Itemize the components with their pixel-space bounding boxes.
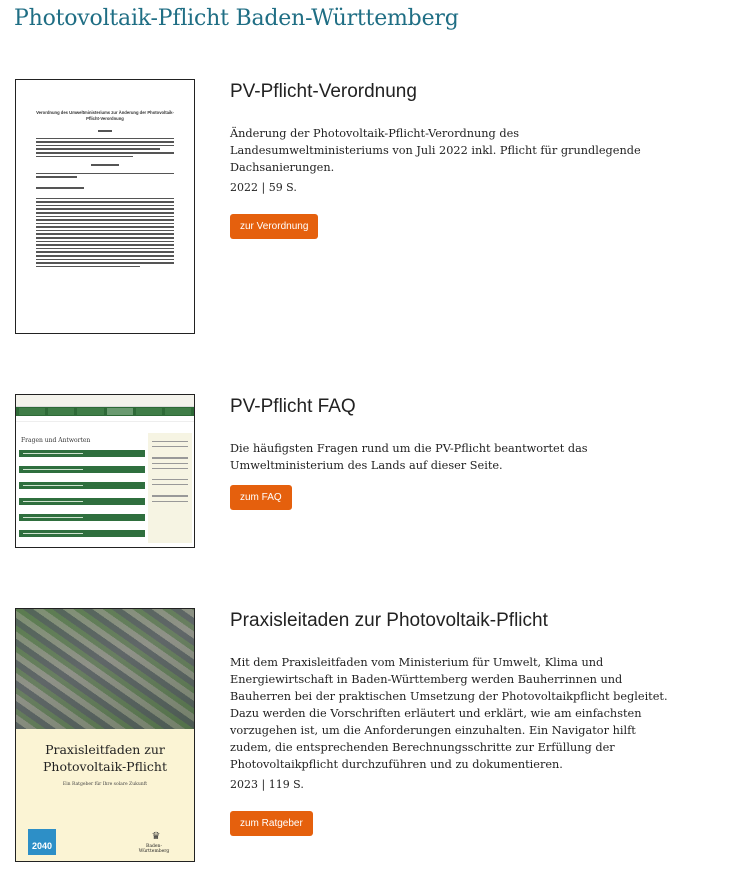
item-title: Praxisleitaden zur Photovoltaik-Pflicht [230, 610, 548, 631]
website-thumbnail[interactable] [15, 394, 195, 548]
item-title: PV-Pflicht-Verordnung [230, 81, 417, 102]
publisher-label: Baden-Württemberg [138, 844, 170, 854]
list-item [15, 608, 715, 862]
guide-thumbnail[interactable] [15, 608, 195, 862]
item-meta: 2023 | 119 S. [230, 778, 304, 791]
item-description: Mit dem Praxisleitfaden vom Ministerium für Umwelt, Klima und Energiewirtschaft in Baden-Württemberg werden Bauherrinnen und Bauherren bei der praktischen Umsetzung der Photovoltaikpflicht begleitet. Dazu werden die Vorschriften erläutert und erklärt, wie am einfachsten vorzugehen ist, um die Anforderungen einzuhalten. Ein Navigator hilft zudem, die entsprechenden Berechnungsschritte zur Erfüllung der Photovoltaikpflicht durchzuführen und zu dokumentieren. [230, 656, 668, 771]
item-description: Die häufigsten Fragen rund um die PV-Pflicht beantwortet das Umweltministerium des Lands auf dieser Seite. [230, 442, 588, 472]
ratgeber-button[interactable]: zum Ratgeber [230, 811, 313, 836]
list-item [15, 394, 715, 548]
thumbnail-heading: Fragen und Antworten [21, 437, 91, 444]
list-item [15, 79, 715, 334]
page-title: Photovoltaik-Pflicht Baden-Württemberg [14, 6, 459, 31]
badge-2040: 2040 [28, 829, 56, 855]
document-thumbnail[interactable] [15, 79, 195, 334]
item-description: Änderung der Photovoltaik-Pflicht-Verordnung des Landesumweltministeriums von Juli 2022 inkl. Pflicht für grundlegende Dachsanierungen. [230, 127, 641, 174]
verordnung-button[interactable]: zur Verordnung [230, 214, 318, 239]
thumbnail-title: Praxisleitfaden zur Photovoltaik-Pflicht [43, 742, 167, 774]
thumbnail-doc-title: Verordnung des Umweltministeriums zur Änderung der Photovoltaik-Pflicht-Verordnung [36, 110, 174, 121]
item-meta: 2022 | 59 S. [230, 181, 297, 194]
aerial-photo [16, 609, 194, 729]
faq-button[interactable]: zum FAQ [230, 485, 292, 510]
item-title: PV-Pflicht FAQ [230, 396, 356, 417]
coat-of-arms-icon: ♛ [151, 831, 161, 842]
thumbnail-subtitle: Ein Ratgeber für Ihre solare Zukunft [62, 782, 148, 787]
